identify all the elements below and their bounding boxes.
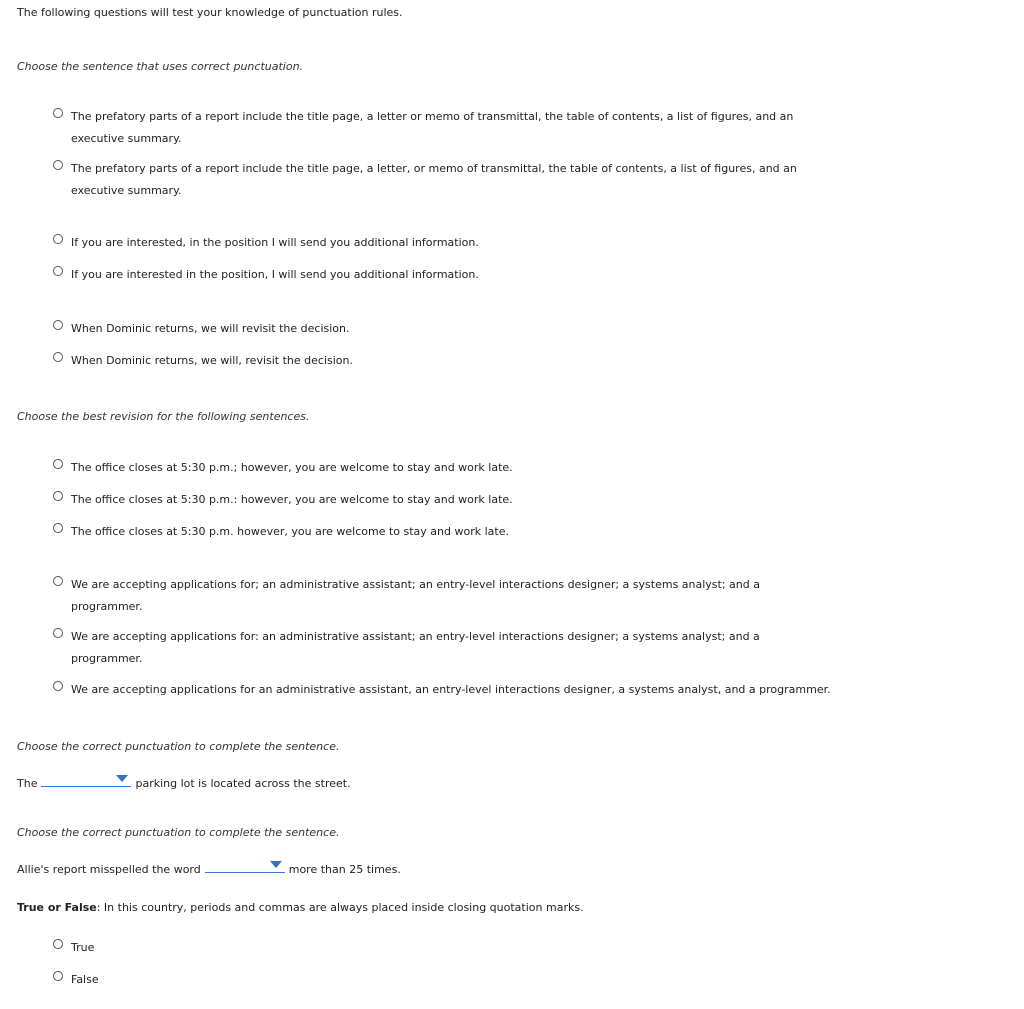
radio-button[interactable] — [53, 523, 63, 533]
option-text: When Dominic returns, we will revisit the decision. — [71, 322, 350, 335]
radio-button[interactable] — [53, 971, 63, 981]
option-text: True — [71, 941, 95, 954]
chevron-down-icon — [116, 775, 128, 782]
radio-button[interactable] — [53, 266, 63, 276]
sentence-start: Allie's report misspelled the word — [17, 863, 201, 876]
radio-button[interactable] — [53, 939, 63, 949]
option-text: The prefatory parts of a report include the title page, a letter or memo of transmittal, the table of contents, a list of figures, and an executive summary. — [71, 110, 794, 145]
option-text: We are accepting applications for: an administrative assistant; an entry-level interactions designer; a systems analyst; and a programmer. — [71, 630, 760, 665]
radio-button[interactable] — [53, 108, 63, 118]
radio-button[interactable] — [53, 234, 63, 244]
option-text: If you are interested, in the position I will send you additional information. — [71, 236, 479, 249]
option-text: If you are interested in the position, I will send you additional information. — [71, 268, 479, 281]
true-false-label: True or False — [17, 901, 97, 914]
true-false-question — [17, 901, 584, 914]
sentence-end: more than 25 times. — [288, 863, 401, 876]
radio-button[interactable] — [53, 160, 63, 170]
option-text: The office closes at 5:30 p.m.; however, you are welcome to stay and work late. — [71, 461, 513, 474]
radio-button[interactable] — [53, 681, 63, 691]
section-instruction: Choose the correct punctuation to complete the sentence. — [17, 826, 340, 839]
intro-text: The following questions will test your knowledge of punctuation rules. — [17, 6, 403, 19]
section-instruction: Choose the correct punctuation to complete the sentence. — [17, 740, 340, 753]
option-text: False — [71, 973, 99, 986]
option-text: The prefatory parts of a report include the title page, a letter, or memo of transmittal, the table of contents, a list of figures, and an executive summary. — [71, 162, 797, 197]
radio-button[interactable] — [53, 352, 63, 362]
chevron-down-icon — [270, 861, 282, 868]
option-text: When Dominic returns, we will, revisit the decision. — [71, 354, 354, 367]
true-false-statement: : In this country, periods and commas are always placed inside closing quotation marks. — [96, 901, 584, 914]
punctuation-dropdown[interactable] — [205, 858, 285, 873]
sentence-end: parking lot is located across the street. — [135, 777, 351, 790]
radio-button[interactable] — [53, 320, 63, 330]
section-instruction: Choose the best revision for the following sentences. — [17, 410, 310, 423]
radio-button[interactable] — [53, 491, 63, 501]
section-instruction: Choose the sentence that uses correct punctuation. — [17, 60, 304, 73]
option-text: We are accepting applications for; an administrative assistant; an entry-level interactions designer; a systems analyst; and a programmer. — [71, 578, 760, 613]
sentence-start: The — [17, 777, 38, 790]
option-text: We are accepting applications for an administrative assistant, an entry-level interactions designer, a systems analyst, and a programmer. — [71, 683, 831, 696]
radio-button[interactable] — [53, 576, 63, 586]
radio-button[interactable] — [53, 628, 63, 638]
fill-in-sentence — [17, 858, 401, 876]
option-text: The office closes at 5:30 p.m.: however, you are welcome to stay and work late. — [71, 493, 513, 506]
option-text: The office closes at 5:30 p.m. however, you are welcome to stay and work late. — [71, 525, 509, 538]
punctuation-dropdown[interactable] — [41, 772, 131, 787]
fill-in-sentence — [17, 772, 351, 790]
radio-button[interactable] — [53, 459, 63, 469]
